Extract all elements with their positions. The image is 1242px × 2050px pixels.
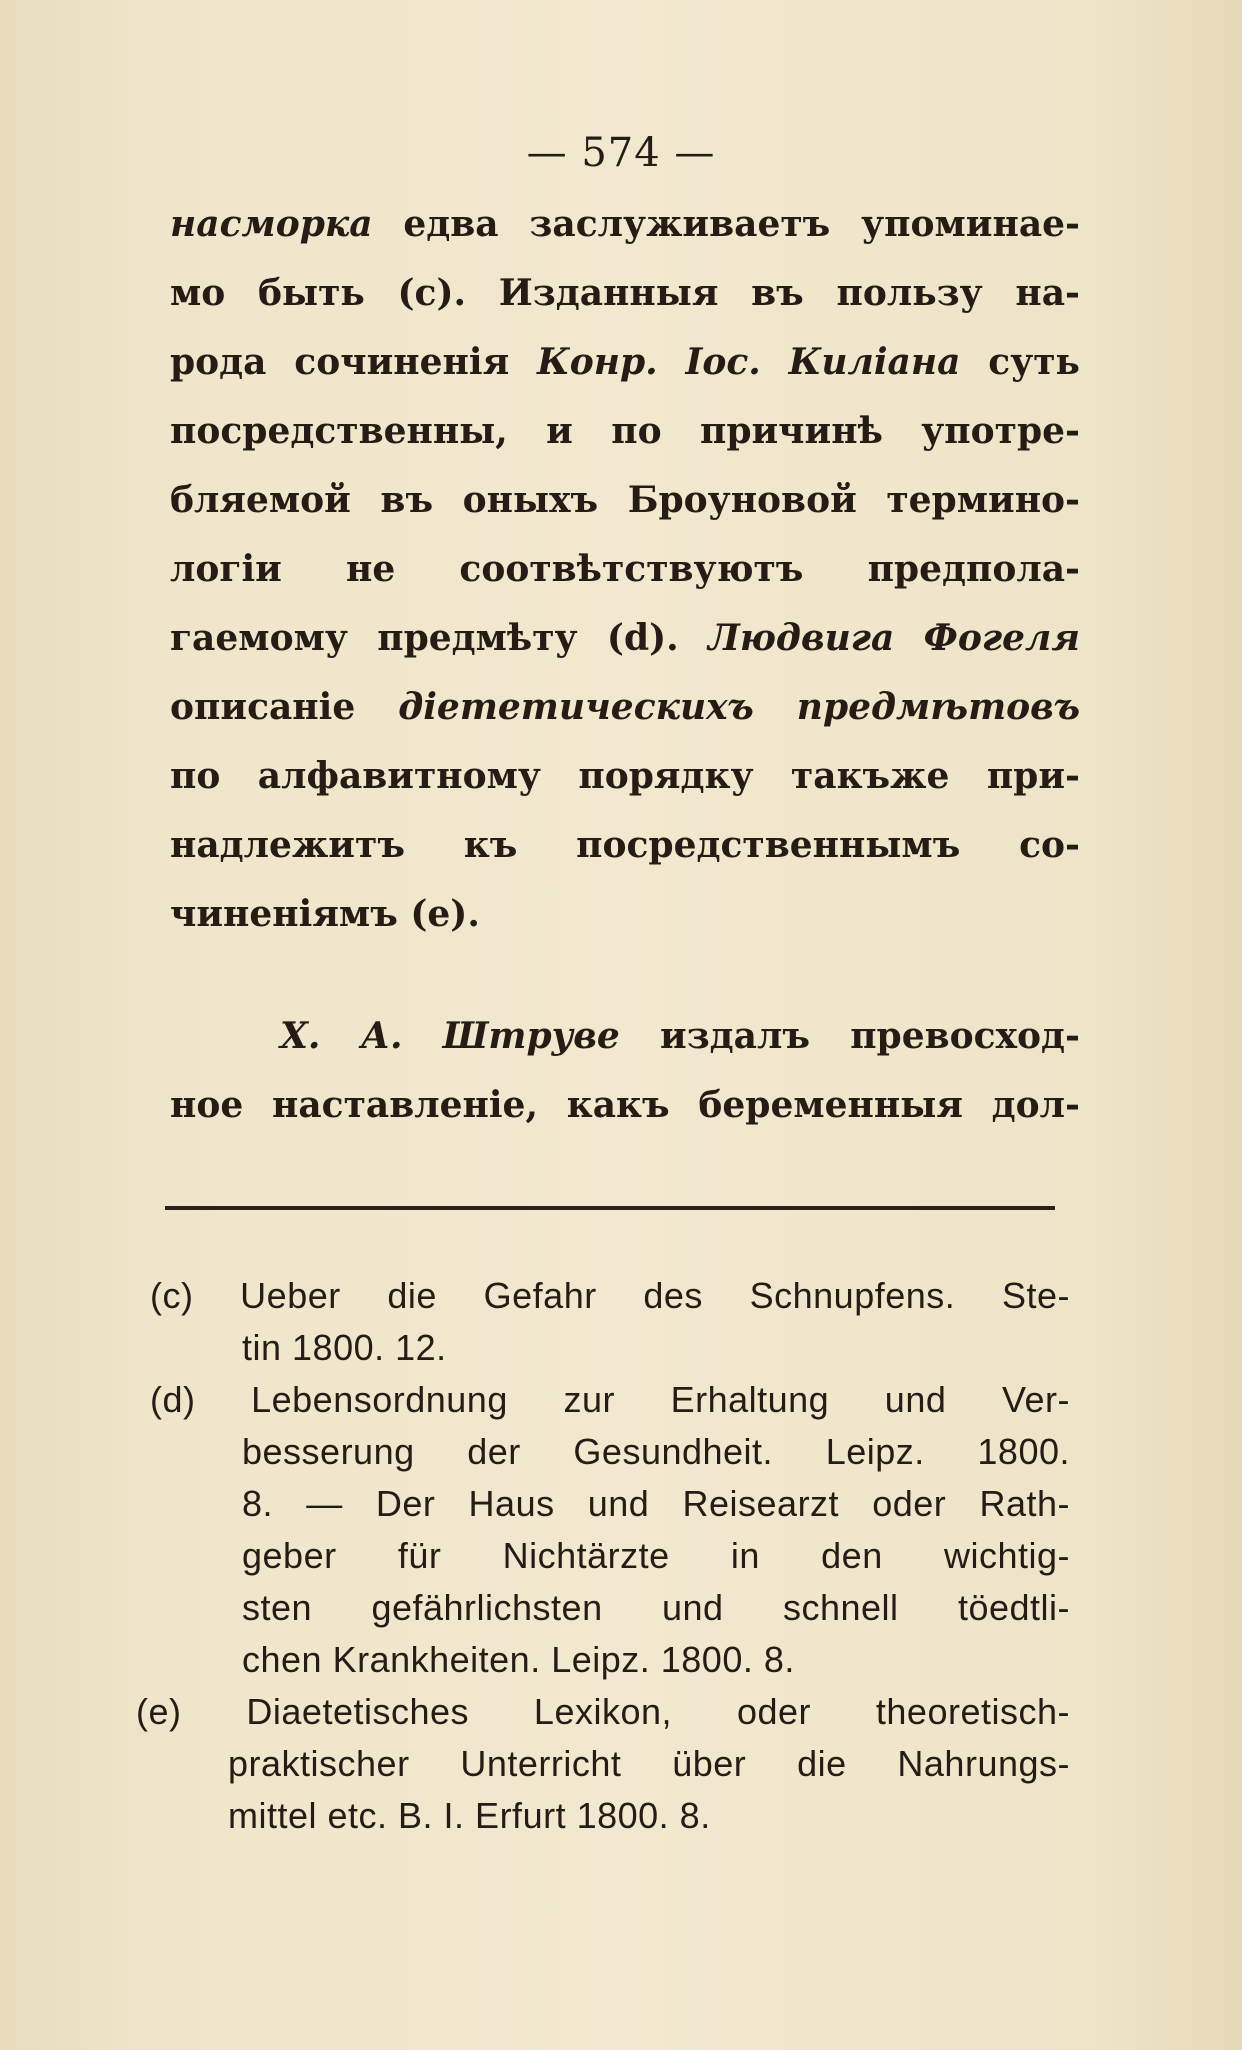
text-line [170,328,1080,397]
italic-term: насморка [170,203,373,245]
text-line: посредственны, и по причинѣ употре- [170,410,1080,452]
footnote-e-cont: praktischer Unterricht über die Nahrungs- [228,1743,1070,1784]
text-line: надлежитъ къ посредственнымъ со- [170,824,1080,866]
text-span: описаніе [170,686,399,728]
footnote-d-cont: chen Krankheiten. Leipz. 1800. 8. [242,1639,795,1680]
footnote-c-cont: tin 1800. 12. [242,1327,447,1368]
text-line: ное наставленіе, какъ беременныя дол- [170,1084,1080,1126]
italic-author: Людвига Фогеля [708,617,1080,659]
italic-title: діететическихъ предмѣтовъ [398,686,1080,728]
main-text-block [170,190,1080,949]
footnote-d-cont: besserung der Gesundheit. Leipz. 1800. [242,1431,1070,1472]
text-span: издалъ превосход- [619,1015,1080,1057]
footnote-c: (c) Ueber die Gefahr des Schnupfens. Ste- [150,1275,1070,1316]
text-span: едва заслуживаетъ упоминае- [372,203,1080,245]
text-span: рода сочиненія [170,341,537,383]
paragraph-2 [170,1002,1080,1140]
page-number: — 574 — [526,130,716,176]
footnote-d-cont: 8. — Der Haus und Reisearzt oder Rath- [242,1483,1070,1524]
text-line: бляемой въ оныхъ Броуновой термино- [170,479,1080,521]
footnote-d-cont: geber für Nichtärzte in den wichtig- [242,1535,1070,1576]
text-line [170,1002,1080,1071]
italic-author: Конр. Іос. Киліана [536,341,961,383]
footnote-d-cont: sten gefährlichsten und schnell töedtli- [242,1587,1070,1628]
footnotes-block [136,1270,1070,1842]
text-line: мо быть (с). Изданныя въ пользу на- [170,272,1080,314]
text-span: суть [960,341,1080,383]
text-line [170,190,1080,259]
footnote-d: (d) Lebensordnung zur Erhaltung und Ver- [150,1379,1070,1420]
footnote-divider [165,1206,1055,1210]
text-line: логіи не соотвѣтствуютъ предпола- [170,548,1080,590]
text-line [170,673,1080,742]
footnote-e-cont: mittel etc. B. I. Erfurt 1800. 8. [228,1795,711,1836]
text-span: гаемому предмѣту (d). [170,617,709,659]
text-line [170,604,1080,673]
text-line: по алфавитному порядку такъже при- [170,755,1080,797]
italic-author: Х. А. Штруве [280,1015,620,1057]
text-line: чиненіямъ (е). [170,893,480,935]
footnote-e: (e) Diaetetisches Lexikon, oder theoretisch- [136,1691,1070,1732]
